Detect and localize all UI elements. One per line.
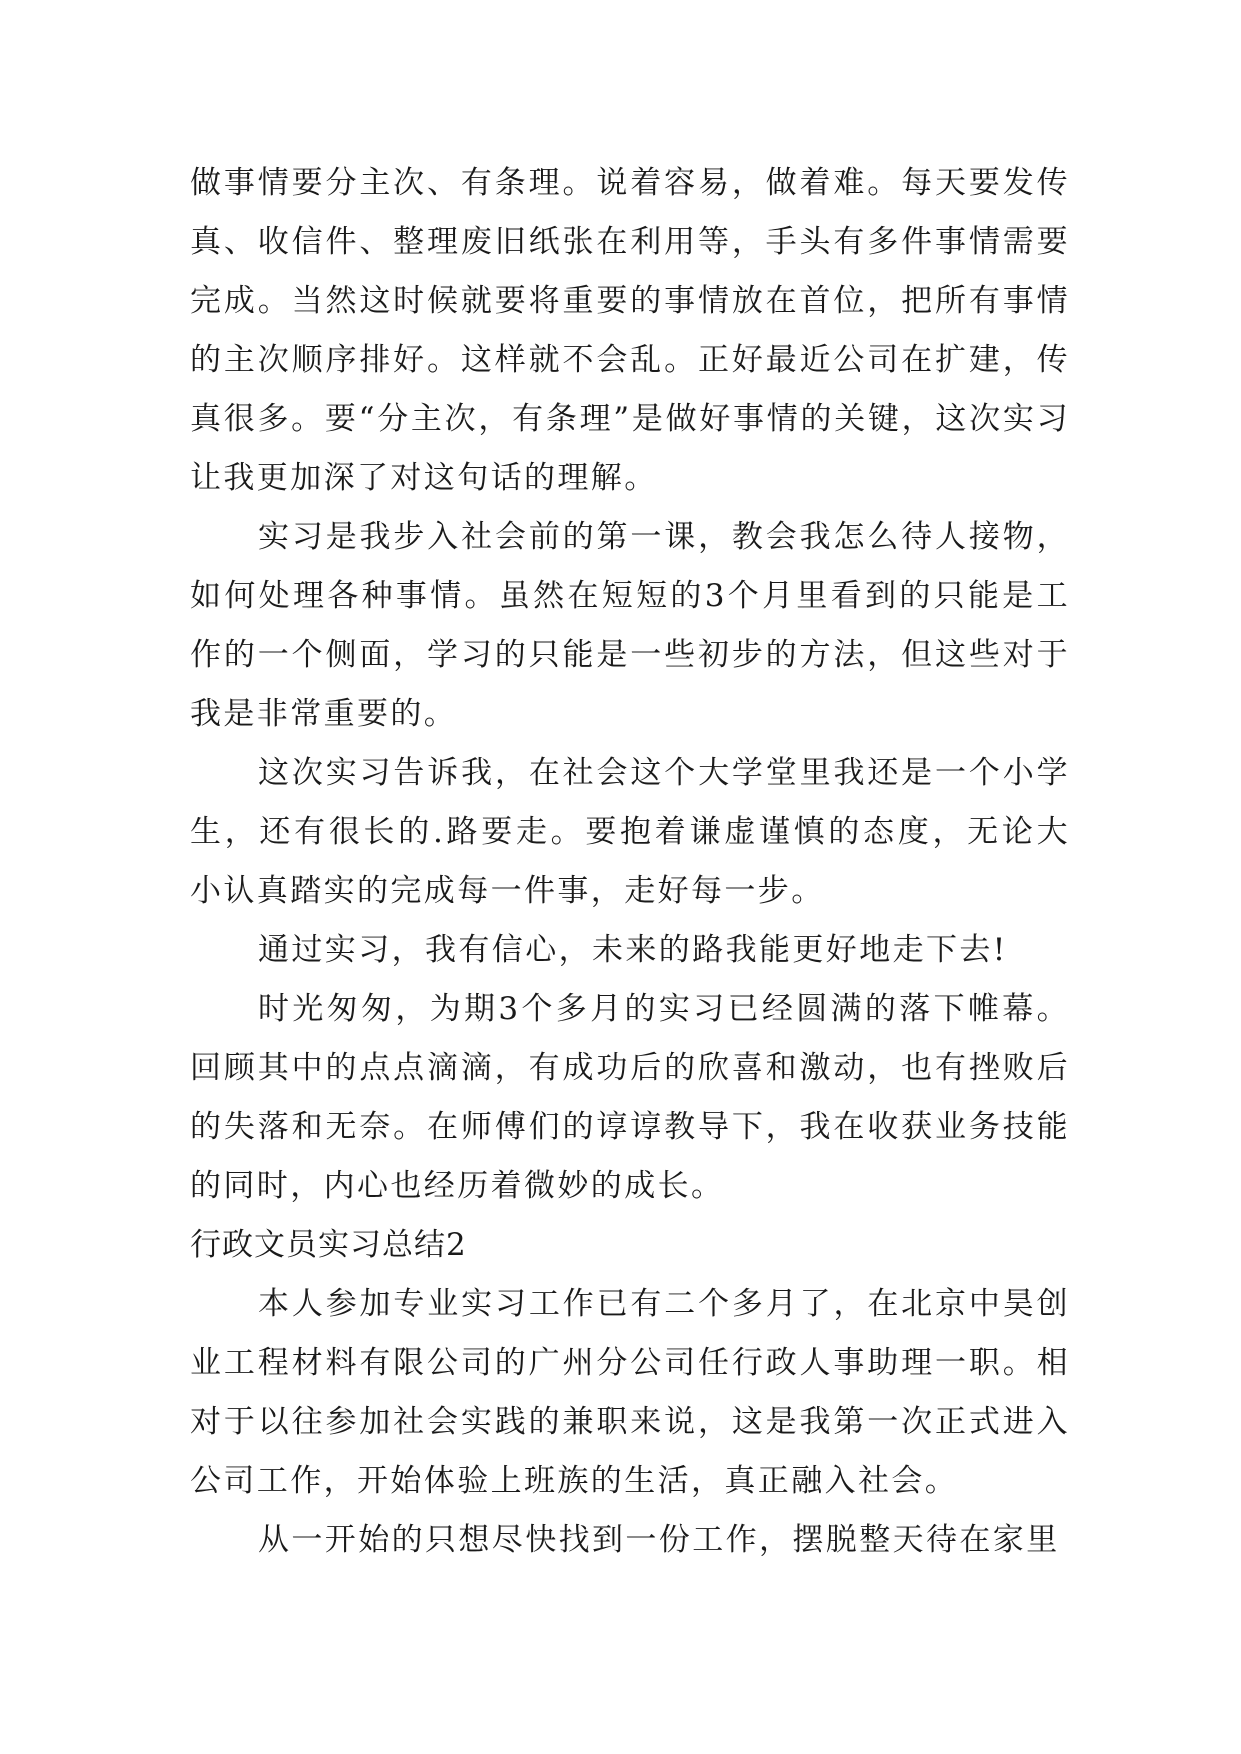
document-body xyxy=(190,154,1070,1570)
paragraph-1: 做事情要分主次、有条理。说着容易，做着难。每天要发传真、收信件、整理废旧纸张在利用等，手头有多件事情需要完成。当然这时候就要将重要的事情放在首位，把所有事情的主次顺序排好。这样就不会乱。正好最近公司在扩建，传真很多。要“分主次，有条理”是做好事情的关键，这次实习让我更加深了对这句话的理解。 xyxy=(190,165,1070,496)
paragraph-7: 从一开始的只想尽快找到一份工作，摆脱整天待在家里 xyxy=(258,1522,1060,1558)
paragraph-4: 通过实习，我有信心，未来的路我能更好地走下去! xyxy=(258,932,1008,968)
paragraph-2: 实习是我步入社会前的第一课，教会我怎么待人接物，如何处理各种事情。虽然在短短的3个月里看到的只能是工作的一个侧面，学习的只能是一些初步的方法，但这些对于我是非常重要的。 xyxy=(190,519,1070,732)
paragraph-6: 本人参加专业实习工作已有二个多月了，在北京中昊创业工程材料有限公司的广州分公司任行政人事助理一职。相对于以往参加社会实践的兼职来说，这是我第一次正式进入公司工作，开始体验上班族的生活，真正融入社会。 xyxy=(190,1286,1070,1499)
paragraph-5: 时光匆匆，为期3个多月的实习已经圆满的落下帷幕。回顾其中的点点滴滴，有成功后的欣喜和激动，也有挫败后的失落和无奈。在师傅们的谆谆教导下，我在收获业务技能的同时，内心也经历着微妙的成长。 xyxy=(190,991,1070,1204)
section-heading: 行政文员实习总结2 xyxy=(190,1227,467,1263)
paragraph-3: 这次实习告诉我，在社会这个大学堂里我还是一个小学生，还有很长的.路要走。要抱着谦虚谨慎的态度，无论大小认真踏实的完成每一件事，走好每一步。 xyxy=(190,755,1070,909)
